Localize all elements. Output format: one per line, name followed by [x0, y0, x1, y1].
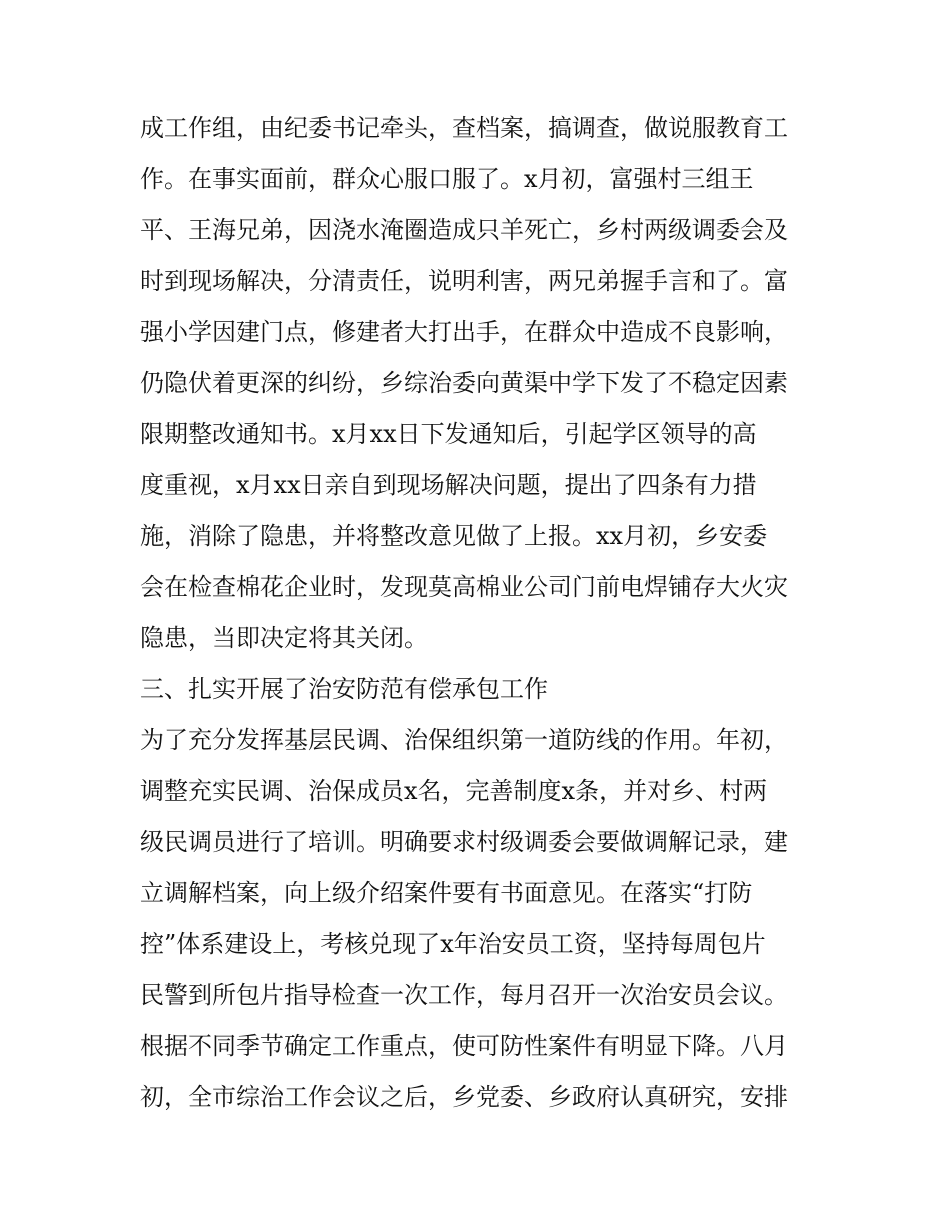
body-text [140, 103, 820, 1123]
section-heading: 三、扎实开展了治安防范有偿承包工作 [140, 675, 548, 703]
text-line: 调整充实民调、治保成员x名，完善制度x条，并对乡、村两 [140, 777, 768, 805]
text-line: 限期整改通知书。x月xx日下发通知后，引起学区领导的高 [140, 420, 757, 448]
text-line: 时到现场解决，分清责任，说明利害，两兄弟握手言和了。富 [140, 267, 788, 295]
text-line: 度重视，x月xx日亲自到现场解决问题，提出了四条有力措 [140, 471, 757, 499]
text-line: 隐患，当即决定将其关闭。 [140, 624, 428, 652]
text-line: 民警到所包片指导检查一次工作，每月召开一次治安员会议。 [140, 981, 788, 1009]
text-line: 初，全市综治工作会议之后，乡党委、乡政府认真研究，安排 [140, 1083, 788, 1111]
text-line: 强小学因建门点，修建者大打出手，在群众中造成不良影响， [140, 318, 788, 346]
text-line: 作。在事实面前，群众心服口服了。x月初，富强村三组王 [140, 165, 754, 193]
text-line: 平、王海兄弟，因浇水淹圈造成只羊死亡，乡村两级调委会及 [140, 216, 788, 244]
text-line: 施，消除了隐患，并将整改意见做了上报。xx月初，乡安委 [140, 522, 768, 550]
text-line: 为了充分发挥基层民调、治保组织第一道防线的作用。年初， [140, 726, 788, 754]
text-line: 立调解档案，向上级介绍案件要有书面意见。在落实“打防 [140, 879, 753, 907]
text-line: 成工作组，由纪委书记牵头，查档案，搞调查，做说服教育工 [140, 114, 788, 142]
text-line: 会在检查棉花企业时，发现莫高棉业公司门前电焊铺存大火灾 [140, 573, 788, 601]
text-line: 控”体系建设上，考核兑现了x年治安员工资，坚持每周包片 [140, 930, 766, 958]
text-line: 根据不同季节确定工作重点，使可防性案件有明显下降。八月 [140, 1032, 788, 1060]
text-line: 仍隐伏着更深的纠纷，乡综治委向黄渠中学下发了不稳定因素 [140, 369, 788, 397]
text-line: 级民调员进行了培训。明确要求村级调委会要做调解记录，建 [140, 828, 788, 856]
